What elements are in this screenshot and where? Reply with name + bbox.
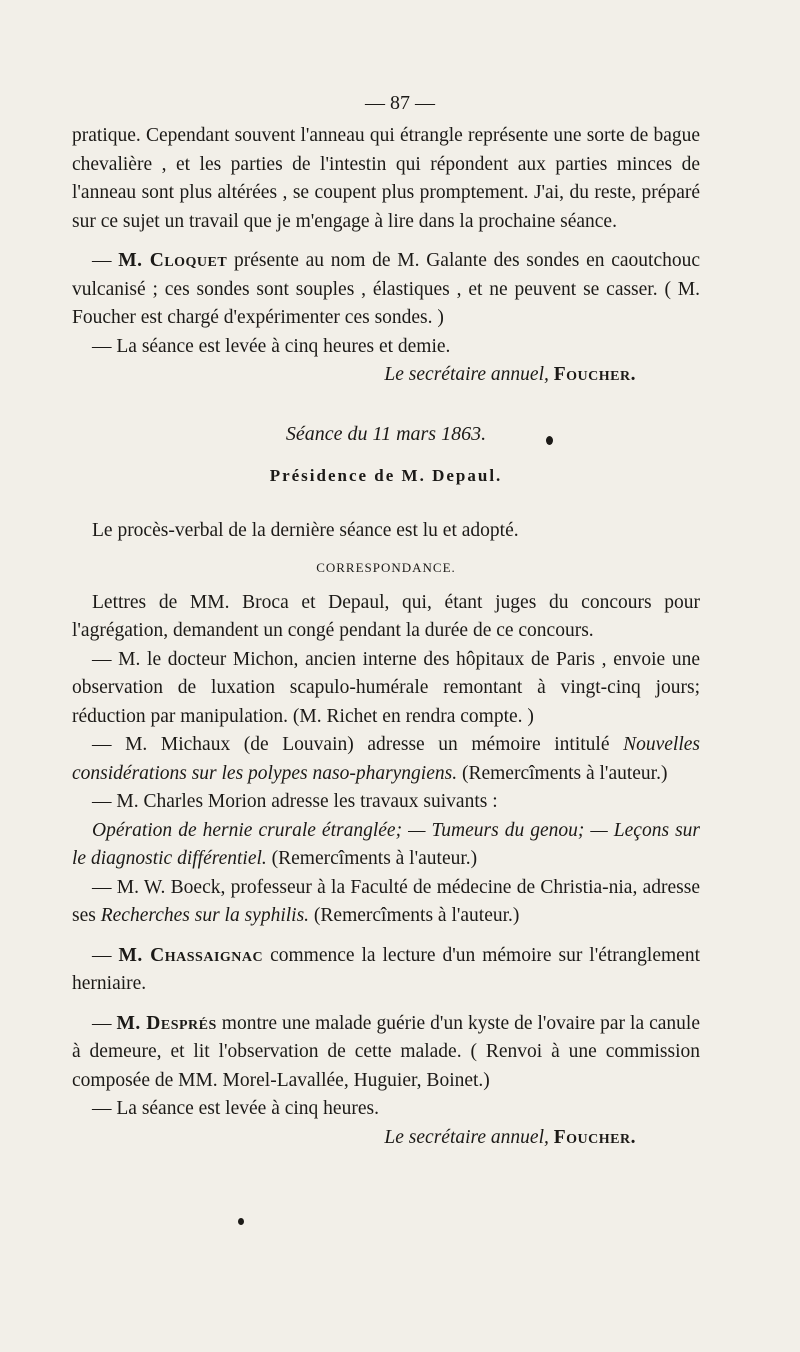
speaker-name: M. Després bbox=[116, 1012, 217, 1034]
closing-line: — La séance est levée à cinq heures et demie. bbox=[92, 335, 451, 357]
signature: Le secrétaire annuel, Foucher. bbox=[384, 364, 636, 385]
page-number: — 87 — bbox=[365, 92, 435, 114]
speaker-name: M. Cloquet bbox=[118, 250, 228, 271]
signature: Le secrétaire annuel, Foucher. bbox=[384, 1126, 636, 1148]
broca-paragraph: Lettres de MM. Broca et Depaul, qui, étant juges du concours pour l'agrégation, demandent un congé pendant la durée de ce concours. bbox=[72, 591, 700, 641]
body-text bbox=[72, 122, 700, 1152]
minutes-paragraph: Le procès-verbal de la dernière séance est lu et adopté. bbox=[92, 519, 519, 541]
closing-line: — La séance est levée à cinq heures. bbox=[92, 1098, 379, 1119]
ink-spot bbox=[238, 1218, 244, 1225]
speaker-name: M. Chassaignac bbox=[118, 944, 264, 966]
cloquet-paragraph: — M. Cloquet présente au nom de M. Galante des sondes en caoutchouc vulcanisé ; ces sondes sont souples , élastiques , et ne peuvent se casser. ( M. Foucher est chargé d'expérimenter ces sondes. ) bbox=[72, 250, 701, 328]
presidence-heading: Présidence de M. Depaul. bbox=[269, 466, 503, 485]
morion-works: Opération de hernie crurale étranglée; — Tumeurs du genou; — Leçons sur le diagnostic différentiel. (Remercîments à l'auteur.) bbox=[72, 819, 700, 869]
continuation-paragraph: pratique. Cependant souvent l'anneau qui étrangle représente une sorte de bague chevalière , et les parties de l'intestin qui répondent aux parties minces de l'anneau sont plus altérées , se coupent plus promptement. J'ai, du reste, préparé sur ce sujet un travail que je m'engage à lire dans la prochaine séance. bbox=[72, 125, 700, 232]
michon-paragraph: — M. le docteur Michon, ancien interne des hôpitaux de Paris , envoie une observation de luxation scapulo-humérale remontant à vingt-cinq jours; réduction par manipulation. (M. Richet en rendra compte. ) bbox=[72, 648, 700, 727]
morion-paragraph: — M. Charles Morion adresse les travaux suivants : bbox=[92, 791, 498, 812]
ink-spot bbox=[546, 436, 553, 445]
boeck-paragraph: — M. W. Boeck, professeur à la Faculté de médecine de Christia-nia, adresse ses Recherches sur la syphilis. (Remercîments à l'auteur.) bbox=[72, 876, 700, 926]
despres-paragraph: — M. Després montre une malade guérie d'un kyste de l'ovaire par la canule à demeure, et lit l'observation de cette malade. ( Renvoi à une commission composée de MM. Morel-Lavallée, Huguier, Boinet.) bbox=[72, 1012, 701, 1091]
correspondance-heading: CORRESPONDANCE. bbox=[316, 560, 456, 575]
session-title: Séance du 11 mars 1863. bbox=[285, 422, 487, 445]
michaux-paragraph: — M. Michaux (de Louvain) adresse un mémoire intitulé Nouvelles considérations sur les polypes naso-pharyngiens. (Remercîments à l'auteur.) bbox=[72, 734, 700, 784]
chassaignac-paragraph: — M. Chassaignac commence la lecture d'un mémoire sur l'étranglement herniaire. bbox=[72, 944, 700, 994]
